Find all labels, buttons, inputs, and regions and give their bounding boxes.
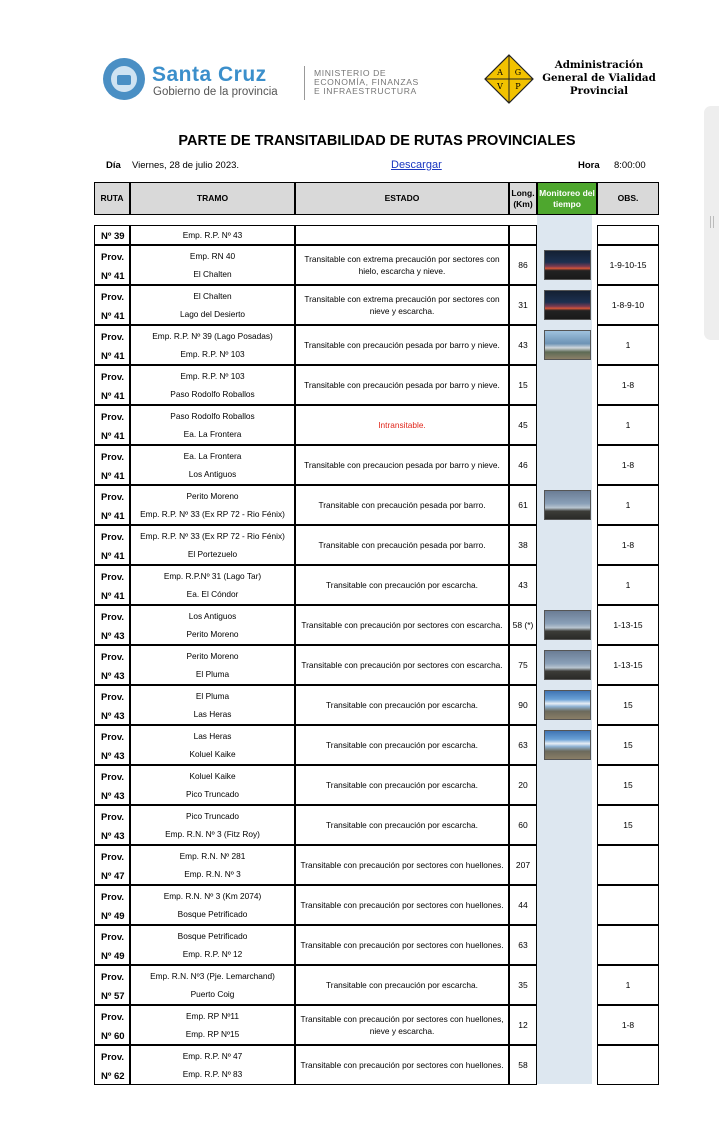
ruta-cell [94,965,130,1005]
obs-cell: 1-8 [597,365,659,405]
ruta-number: Nº 39 [101,231,125,242]
ruta-prov: Prov. [101,892,125,903]
tramo-from: Emp. RP Nº11 [186,1011,239,1021]
estado-cell: Intransitable. [295,405,509,445]
km-cell: 35 [509,965,537,1005]
ruta-prov: Prov. [101,732,125,743]
ministry-line-1: MINISTERIO DE [314,68,387,78]
tramo-cell [130,245,295,285]
tramo-to: Lago del Desierto [179,309,246,319]
tramo-from: Emp. R.P.Nº 31 (Lago Tar) [163,571,262,581]
ruta-prov: Prov. [101,252,125,263]
roads-table [94,182,659,1084]
ruta-prov: Prov. [101,292,125,303]
agvp-name-line-3: Provincial [569,85,629,97]
ruta-cell [94,605,130,645]
table-row [94,1005,659,1045]
estado-cell: Transitable con precaución por escarcha. [295,805,509,845]
tramo-from: Koluel Kaike [189,771,236,781]
santa-cruz-title: Santa Cruz [152,63,267,86]
header-ruta: RUTA [94,182,130,215]
tramo-from: Ea. La Frontera [183,451,242,461]
table-row [94,965,659,1005]
tramo-from: Emp. R.N. Nº3 (Pje. Lemarchand) [150,971,275,981]
km-cell: 12 [509,1005,537,1045]
header-estado: ESTADO [295,182,509,215]
km-cell: 43 [509,565,537,605]
obs-cell [597,885,659,925]
document-title: PARTE DE TRANSITABILIDAD DE RUTAS PROVINCIALES [178,133,576,149]
agvp-letter-a: A [497,68,503,77]
obs-cell [597,225,659,245]
ruta-cell [94,365,130,405]
ruta-number: Nº 47 [101,871,125,882]
ruta-number: Nº 49 [101,951,125,962]
km-cell: 45 [509,405,537,445]
tramo-to: Paso Rodolfo Roballos [170,389,255,399]
estado-cell: Transitable con precaucion pesada por barro y nieve. [295,445,509,485]
tramo-to: Puerto Coig [190,989,235,999]
agvp-letter-v: V [497,82,503,91]
tramo-cell [130,365,295,405]
table-row [94,365,659,405]
agvp-letter-p: P [515,82,521,91]
tramo-from: Emp. R.P. Nº 39 (Lago Posadas) [152,331,273,341]
ruta-prov: Prov. [101,492,125,503]
estado-cell: Transitable con precaución por escarcha. [295,965,509,1005]
estado-cell: Transitable con precaución pesada por barro. [295,485,509,525]
km-cell: 31 [509,285,537,325]
header-obs: OBS. [597,182,659,215]
km-cell: 46 [509,445,537,485]
obs-cell: 1 [597,325,659,365]
km-cell: 61 [509,485,537,525]
ruta-prov: Prov. [101,1052,125,1063]
download-link[interactable]: Descargar [391,159,442,171]
tramo-to: Emp. R.P. Nº 12 [182,949,243,959]
ruta-prov: Prov. [101,1012,125,1023]
table-row [94,645,659,685]
tramo-to: Bosque Petrificado [177,909,248,919]
report-time: 8:00:00 [614,160,646,171]
obs-cell: 15 [597,685,659,725]
estado-cell: Transitable con precaución pesada por barro. [295,525,509,565]
tramo-cell [130,885,295,925]
tramo-to: Pico Truncado [185,789,240,799]
weather-camera-thumbnail[interactable] [544,330,591,360]
weather-camera-thumbnail[interactable] [544,730,591,760]
table-row [94,765,659,805]
header-long-line-1: Long. [511,187,535,198]
page-header [0,0,719,120]
tramo-from: El Pluma [195,691,230,701]
agvp-letter-g: G [514,68,522,77]
ruta-cell [94,805,130,845]
ruta-prov: Prov. [101,332,125,343]
header-long-line-2: (Km) [513,198,533,209]
page-scrollbar[interactable] [704,106,719,340]
ruta-prov: Prov. [101,932,125,943]
km-cell: 60 [509,805,537,845]
obs-cell: 15 [597,725,659,765]
table-row [94,845,659,885]
obs-cell [597,1045,659,1085]
ruta-prov: Prov. [101,452,125,463]
tramo-cell [130,225,295,245]
table-row [94,925,659,965]
ruta-prov: Prov. [101,572,125,583]
tramo-cell [130,1045,295,1085]
ruta-number: Nº 43 [101,751,125,762]
ruta-number: Nº 41 [101,551,125,562]
estado-cell: Transitable con precaución por sectores con huellones. [295,845,509,885]
obs-cell: 1-13-15 [597,605,659,645]
ruta-number: Nº 41 [101,431,125,442]
header-long [509,182,537,215]
ruta-prov: Prov. [101,692,125,703]
tramo-to: Perito Moreno [186,629,239,639]
km-cell: 58 [509,1045,537,1085]
table-row [94,1045,659,1085]
ruta-number: Nº 41 [101,271,125,282]
tramo-from: Los Antiguos [188,611,237,621]
ruta-cell [94,885,130,925]
km-cell: 58 (*) [509,605,537,645]
tramo-from: Emp. R.P. Nº 103 [180,371,245,381]
tramo-cell [130,1005,295,1045]
weather-camera-thumbnail[interactable] [544,610,591,640]
table-row [94,885,659,925]
ruta-cell [94,225,130,245]
ruta-number: Nº 41 [101,311,125,322]
tramo-cell [130,525,295,565]
ruta-prov: Prov. [101,372,125,383]
obs-cell: 1 [597,565,659,605]
agvp-name [538,59,660,98]
ruta-cell [94,1045,130,1085]
santa-cruz-emblem-icon [103,58,145,100]
ruta-prov: Prov. [101,652,125,663]
tramo-to: Ea. El Cóndor [186,589,239,599]
ruta-cell [94,765,130,805]
ruta-number: Nº 60 [101,1031,125,1042]
tramo-to: Emp. R.P. Nº 33 (Ex RP 72 - Rio Fénix) [140,509,285,519]
ruta-prov: Prov. [101,412,125,423]
tramo-to: El Pluma [195,669,230,679]
tramo-to: El Portezuelo [187,549,238,559]
ruta-number: Nº 43 [101,791,125,802]
tramo-to: Koluel Kaike [189,749,236,759]
tramo-cell [130,845,295,885]
weather-camera-thumbnail[interactable] [544,290,591,320]
tramo-cell [130,325,295,365]
ruta-number: Nº 41 [101,591,125,602]
ruta-number: Nº 43 [101,671,125,682]
ruta-prov: Prov. [101,612,125,623]
ruta-prov: Prov. [101,772,125,783]
ruta-cell [94,485,130,525]
ruta-cell [94,245,130,285]
agvp-logo-icon [484,54,534,104]
header-divider [304,66,305,100]
tramo-from: Emp. R.P. Nº 47 [182,1051,243,1061]
tramo-from: Bosque Petrificado [177,931,248,941]
estado-cell: Transitable con precaución por sectores con huellones. [295,1045,509,1085]
tramo-from: Emp. R.N. Nº 281 [179,851,246,861]
ruta-prov: Prov. [101,532,125,543]
tramo-from: Emp. R.P. Nº 33 (Ex RP 72 - Rio Fénix) [140,531,285,541]
estado-cell: Transitable con precaución por sectores con huellones. [295,925,509,965]
tramo-cell [130,765,295,805]
estado-cell: Transitable con precaución pesada por barro y nieve. [295,365,509,405]
agvp-name-line-1: Administración [554,59,644,71]
ruta-number: Nº 43 [101,631,125,642]
table-row [94,285,659,325]
tramo-cell [130,405,295,445]
table-row [94,405,659,445]
estado-cell [295,225,509,245]
tramo-cell [130,805,295,845]
km-cell: 44 [509,885,537,925]
estado-cell: Transitable con precaución por escarcha. [295,725,509,765]
tramo-cell [130,725,295,765]
table-row [94,525,659,565]
tramo-to: Los Antiguos [188,469,237,479]
estado-cell: Transitable con precaución por sectores con escarcha. [295,605,509,645]
km-cell: 38 [509,525,537,565]
ruta-number: Nº 57 [101,991,125,1002]
ministry-line-2: ECONOMÍA, FINANZAS [314,77,419,87]
estado-cell: Transitable con precaución por escarcha. [295,565,509,605]
table-row [94,605,659,645]
km-cell: 63 [509,925,537,965]
tramo-cell [130,445,295,485]
weather-camera-thumbnail[interactable] [544,490,591,520]
tramo-from: Emp. R.N. Nº 3 (Km 2074) [163,891,262,901]
km-cell: 90 [509,685,537,725]
ruta-number: Nº 41 [101,351,125,362]
obs-cell: 1-9-10-15 [597,245,659,285]
obs-cell: 1-8 [597,1005,659,1045]
obs-cell: 1-8 [597,445,659,485]
table-row [94,445,659,485]
estado-cell: Transitable con precaución por sectores con huellones, nieve y escarcha. [295,1005,509,1045]
km-cell [509,225,537,245]
estado-cell: Transitable con extrema precaución por sectores con hielo, escarcha y nieve. [295,245,509,285]
tramo-from: Emp. RN 40 [189,251,236,261]
ruta-cell [94,525,130,565]
ruta-cell [94,565,130,605]
estado-cell: Transitable con extrema precaución por sectores con nieve y escarcha. [295,285,509,325]
tramo-to: Ea. La Frontera [183,429,242,439]
table-row [94,685,659,725]
tramo-to: Emp. R.N. Nº 3 (Fitz Roy) [165,829,260,839]
weather-camera-thumbnail[interactable] [544,250,591,280]
tramo-from: Emp. R.P. Nº 43 [182,230,243,240]
tramo-from: El Chalten [193,291,232,301]
tramo-to: Emp. R.N. Nº 3 [184,869,241,879]
weather-camera-thumbnail[interactable] [544,690,591,720]
tramo-from: Las Heras [193,731,232,741]
santa-cruz-subtitle: Gobierno de la provincia [153,86,278,98]
ruta-number: Nº 43 [101,711,125,722]
estado-cell: Transitable con precaución pesada por barro y nieve. [295,325,509,365]
ruta-number: Nº 41 [101,511,125,522]
table-row [94,325,659,365]
obs-cell: 1 [597,485,659,525]
ministry-line-3: E INFRAESTRUCTURA [314,86,417,96]
estado-cell: Transitable con precaución por sectores con huellones. [295,885,509,925]
estado-cell: Transitable con precaución por escarcha. [295,765,509,805]
km-cell: 20 [509,765,537,805]
tramo-from: Perito Moreno [186,651,239,661]
report-date: Viernes, 28 de julio 2023. [132,160,240,171]
dia-label: Día [106,160,121,171]
ruta-cell [94,685,130,725]
table-row [94,805,659,845]
obs-cell: 1-8 [597,525,659,565]
table-row [94,565,659,605]
tramo-cell [130,925,295,965]
table-row [94,245,659,285]
obs-cell: 1 [597,965,659,1005]
obs-cell: 15 [597,765,659,805]
agvp-name-line-2: General de Vialidad [542,72,656,84]
scrollbar-grip-icon [710,216,714,228]
ruta-number: Nº 49 [101,911,125,922]
ruta-cell [94,325,130,365]
ruta-cell [94,285,130,325]
tramo-from: Paso Rodolfo Roballos [170,411,255,421]
tramo-cell [130,485,295,525]
ruta-cell [94,1005,130,1045]
table-row [94,485,659,525]
ruta-number: Nº 41 [101,471,125,482]
ruta-prov: Prov. [101,852,125,863]
obs-cell: 1 [597,405,659,445]
km-cell: 43 [509,325,537,365]
km-cell: 86 [509,245,537,285]
tramo-to: Las Heras [193,709,232,719]
obs-cell: 15 [597,805,659,845]
tramo-cell [130,965,295,1005]
header-monitor [537,182,597,215]
tramo-from: Perito Moreno [186,491,239,501]
ruta-cell [94,725,130,765]
tramo-from: Pico Truncado [185,811,240,821]
km-cell: 15 [509,365,537,405]
tramo-cell [130,605,295,645]
weather-camera-thumbnail[interactable] [544,650,591,680]
ruta-cell [94,845,130,885]
tramo-to: Emp. R.P. Nº 103 [180,349,245,359]
ruta-cell [94,645,130,685]
header-tramo: TRAMO [130,182,295,215]
ruta-number: Nº 41 [101,391,125,402]
table-row [94,725,659,765]
tramo-cell [130,685,295,725]
hora-label: Hora [578,160,600,171]
ruta-number: Nº 43 [101,831,125,842]
ruta-cell [94,405,130,445]
obs-cell: 1-8-9-10 [597,285,659,325]
tramo-to: Emp. R.P. Nº 83 [182,1069,243,1079]
obs-cell [597,925,659,965]
tramo-to: Emp. RP Nº15 [185,1029,240,1039]
header-monitor-line-1: Monitoreo del [539,187,595,198]
km-cell: 207 [509,845,537,885]
ruta-prov: Prov. [101,972,125,983]
ruta-cell [94,925,130,965]
tramo-cell [130,645,295,685]
tramo-cell [130,565,295,605]
estado-cell: Transitable con precaución por escarcha. [295,685,509,725]
header-monitor-line-2: tiempo [553,198,581,209]
ruta-cell [94,445,130,485]
km-cell: 75 [509,645,537,685]
ruta-prov: Prov. [101,812,125,823]
tramo-cell [130,285,295,325]
obs-cell: 1-13-15 [597,645,659,685]
ministry-name [314,69,419,96]
ruta-number: Nº 62 [101,1071,125,1082]
obs-cell [597,845,659,885]
estado-cell: Transitable con precaución por sectores con escarcha. [295,645,509,685]
km-cell: 63 [509,725,537,765]
tramo-to: El Chalten [193,269,232,279]
